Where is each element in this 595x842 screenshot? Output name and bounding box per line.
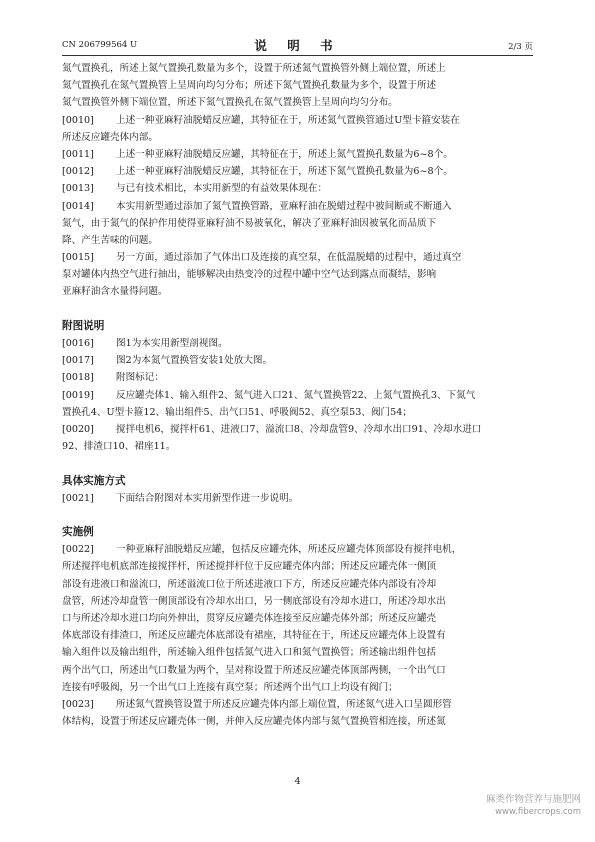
text-line: 上述一种亚麻籽油脱蜡反应罐，其特征在于，所述上氮气置换孔数量为6~8个。 [116,148,453,160]
text-line: 92、排渣口10、裙座11。 [62,441,176,453]
section-heading-embodiment: 具体实施方式 [62,474,126,487]
text-line: 输入组件以及输出组件，所述输入组件包括氮气进入口和氮气置换管；所述输出组件包括 [62,647,437,659]
paragraph-0011 [62,146,533,163]
text-line: 氮气置换孔，所述上氮气置换孔数量为多个，设置于所述氮气置换管外侧上端位置，所述上 [62,63,446,74]
text-line: 反应罐壳体1、输入组件2、氮气进入口21、氮气置换管22、上氮气置换孔3、下氮气 [116,389,476,401]
paragraph-0016 [62,335,533,352]
section-heading-example: 实施例 [62,526,94,539]
text-line: 部设有进液口和溢流口，所述溢流口位于所述进液口下方，所述反应罐壳体内部设有冷却 [62,578,437,590]
text-line: 下面结合附图对本实用新型作进一步说明。 [116,492,299,504]
text-line: 置换孔4、U型卡箍12、输出组件5、出气口51、呼吸阀52、真空泵53、阀门54； [62,406,412,418]
paragraph-0018 [62,369,533,386]
text-line: 两个出气口，所述出气口数量为两个，呈对称设置于所述反应罐壳体顶部两侧，一个出气口 [62,664,446,676]
text-line: 所述搅拌电机底部连接搅拌杆，所述搅拌杆位于反应罐壳体内部；所述反应罐壳体一侧顶 [62,561,437,573]
doc-number: CN 206799564 U [62,40,138,50]
paragraph-number: [0013] [62,183,94,195]
text-line: 连接有呼吸阀，另一个出气口上连接有真空泵；所述两个出气口上均设有阀门； [62,681,398,693]
paragraph-number: [0023] [62,698,94,710]
text-line: 所述反应罐壳体内部。 [62,131,158,143]
text-line: 泵对罐体内热空气进行抽出，能够解决由热变冷的过程中罐中空气达到露点而凝结，影响 [62,269,437,281]
paragraph-number: [0019] [62,389,94,401]
text-line: 所述氮气置换管设置于所述反应罐壳体内部上端位置，所述氮气进入口呈圆形管 [116,698,452,710]
page-number: 4 [294,776,301,787]
page-header [62,37,533,53]
paragraph-0021 [62,490,533,507]
paragraph-number: [0022] [62,544,94,556]
paragraph-0023 [62,696,533,730]
text-line: 上述一种亚麻籽油脱蜡反应罐，其特征在于，所述下氮气置换孔数量为6~8个。 [116,166,453,178]
paragraph-0012 [62,163,533,180]
paragraph-number: [0011] [62,148,94,160]
document-body [62,60,533,730]
paragraph-number: [0020] [62,423,94,435]
paragraph-number: [0014] [62,200,94,212]
paragraph-number: [0015] [62,252,94,264]
page-indicator: 2/3 页 [508,42,533,52]
text-line: 氮气置换管外侧下端位置，所述下氮气置换孔在氮气置换管上呈周向均匀分布。 [62,97,398,109]
text-line: 本实用新型通过添加了氮气置换管路，亚麻籽油在脱蜡过程中被间断或不断通入 [116,200,452,212]
text-line: 一种亚麻籽油脱蜡反应罐，包括反应罐壳体，所述反应罐壳体顶部设有搅拌电机， [116,544,462,556]
text-line: 氮气置换孔在氮气置换管上呈周向均匀分布；所述下氮气置换孔数量为多个，设置于所述 [62,80,437,92]
text-line: 图2为本氮气置换管安装1处放大图。 [116,355,273,367]
paragraph-number: [0021] [62,492,94,504]
section-heading-figures: 附图说明 [62,319,105,332]
text-line: 附图标记： [116,372,164,384]
text-line: 搅拌电机6，搅拌杆61、进液口7、溢流口8、冷却盘管9、冷却水出口91、冷却水进口 [116,423,482,435]
paragraph-number: [0012] [62,166,94,178]
text-line: 体结构，设置于所述反应罐壳体一侧，并伸入反应罐壳体内部与氮气置换管相连接，所述氮 [62,716,446,728]
text-line: 降、产生苦味的问题。 [62,234,158,246]
text-line: 亚麻籽油含水量得问题。 [62,286,168,298]
text-line: 与已有技术相比，本实用新型的有益效果体现在： [116,183,328,195]
paragraph-0013 [62,180,533,197]
text-line: 图1为本实用新型剖视图。 [116,338,228,349]
paragraph-number: [0010] [62,114,94,126]
paragraph-number: [0016] [62,338,94,349]
paragraph-0010 [62,112,533,146]
header-divider [62,55,533,56]
paragraph-number: [0017] [62,355,94,367]
paragraph-0022 [62,541,533,696]
paragraph-0014 [62,198,533,250]
text-line: 体底部设有排渣口，所述反应罐壳体底部设有裙座，其特征在于，所述反应罐壳体上设置有 [62,630,446,642]
paragraph-0019 [62,387,533,421]
text-line: 氮气，由于氮气的保护作用使得亚麻籽油不易被氧化，解决了亚麻籽油因被氧化而品质下 [62,217,437,229]
paragraph-number: [0018] [62,372,94,384]
text-line: 盘管，所述冷却盘管一侧顶部设有冷却水出口，另一侧底部设有冷却水进口，所述冷却水出 [62,595,446,607]
text-line: 上述一种亚麻籽油脱蜡反应罐，其特征在于，所述氮气置换管通过U型卡箍安装在 [116,114,460,126]
watermark [486,793,581,819]
paragraph-0020 [62,421,533,455]
watermark-text: 麻类作物营养与施肥网 [485,794,581,805]
doc-title: 说 明 书 [254,38,341,53]
text-line: 另一方面，通过添加了气体出口及连接的真空泵，在低温脱蜡的过程中，通过真空 [116,252,462,264]
intro-paragraph [62,60,533,112]
watermark-url: www.fibercrops.com [495,807,581,817]
text-line: 口与所述冷却水进口均向外伸出，贯穿反应罐壳体连接至反应罐壳体外部；所述反应罐壳 [62,613,437,624]
paragraph-0015 [62,249,533,301]
paragraph-0017 [62,352,533,369]
